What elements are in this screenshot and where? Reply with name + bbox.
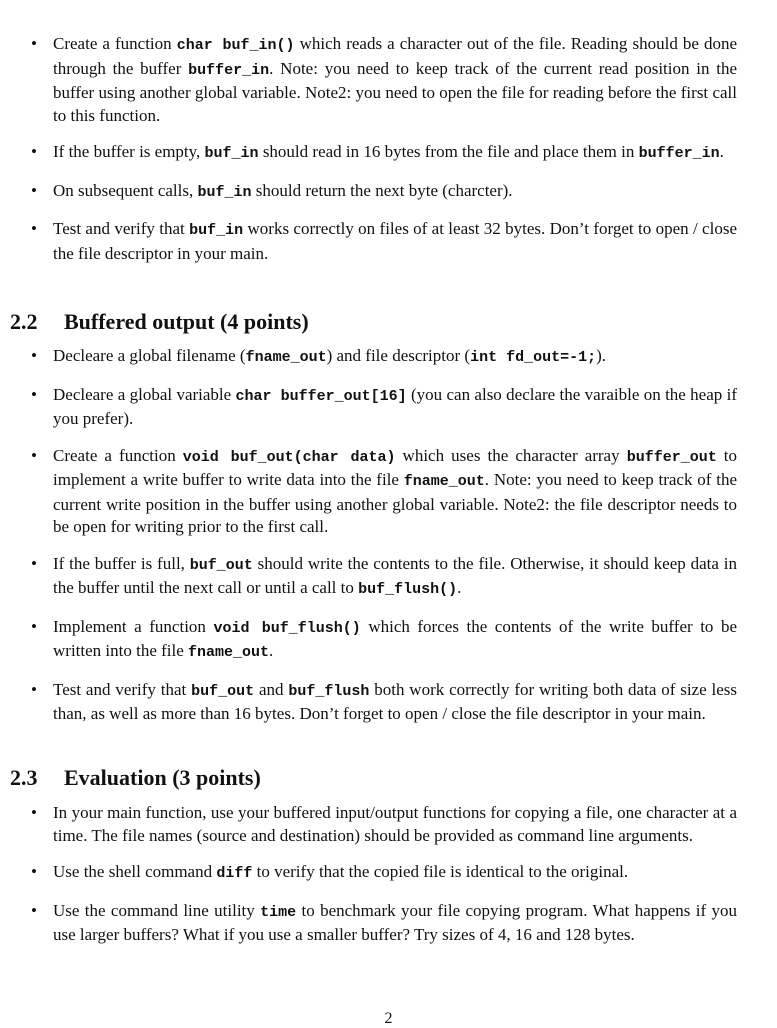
code-span: buf_out: [191, 682, 255, 700]
list-item: [0, 900, 777, 947]
code-span: int fd_out=-1;: [470, 349, 597, 366]
code-span: fname_out: [245, 349, 327, 366]
text-span: to verify that the copied file is identical to the original.: [252, 862, 629, 881]
text-span: Test and verify that: [53, 219, 190, 238]
text-span: ) and file descriptor (: [326, 346, 471, 365]
text-span: Create a function: [53, 445, 183, 465]
code-span: buf_in: [189, 222, 244, 239]
list-item: [0, 180, 777, 205]
section-number: 2.3: [10, 765, 38, 790]
text-span: Use the shell command: [53, 862, 217, 881]
list-item: [0, 141, 777, 166]
text-span: If the buffer is full,: [53, 553, 190, 573]
code-span: buf_out: [189, 556, 253, 574]
section-title: Evaluation (3 points): [64, 765, 261, 790]
text-span: to implement a write buffer to write data into the file: [53, 445, 737, 489]
code-span: buf_flush(): [358, 581, 458, 598]
section-title: Buffered output (4 points): [64, 309, 309, 334]
list-item: [0, 345, 777, 370]
code-span: buf_in: [197, 183, 252, 201]
code-span: fname_out: [188, 644, 270, 661]
buffered-input-list: [0, 33, 777, 279]
text-span: ).: [596, 346, 607, 365]
text-span: which forces the contents of the write buffer to be written into the file: [53, 616, 737, 660]
list-item: [0, 218, 777, 265]
list-item: [0, 861, 777, 886]
page-number: 2: [384, 1010, 393, 1027]
text-span: which uses the character array: [395, 445, 627, 465]
text-span: should return the next byte (charcter).: [251, 180, 513, 200]
text-span: Create a function: [53, 34, 177, 53]
text-span: In your main function, use your buffered input/output functions for copying a file, one character at a time. The file names (source and destination) should be provided as command line arguments.: [53, 803, 737, 845]
text-span: .: [269, 641, 274, 660]
text-span: If the buffer is empty,: [53, 142, 205, 161]
list-item: [0, 33, 777, 127]
code-span: buffer_out: [626, 448, 717, 466]
text-span: .: [457, 578, 462, 597]
section-heading-evaluation: [10, 765, 261, 791]
section-heading-buffered-output: [10, 309, 309, 335]
code-span: void buf_flush(): [213, 619, 361, 637]
list-item: [0, 384, 777, 431]
list-item: [0, 616, 777, 665]
code-span: buffer_in: [188, 61, 270, 79]
text-span: which reads a character out of the file. Reading should be done through the buffer: [53, 34, 738, 78]
text-span: . Note: you need to keep track of the current write position in the buffer using another global variable. Note2: the file descriptor needs to be open for writing prior to the first call.: [53, 470, 737, 536]
text-span: (you can also declare the varaible on the heap if you prefer).: [53, 384, 737, 428]
evaluation-list: [0, 802, 777, 961]
text-span: Decleare a global variable: [53, 384, 236, 404]
code-span: buffer_in: [638, 145, 720, 162]
code-span: char buffer_out[16]: [235, 387, 407, 405]
text-span: Use the command line utility: [53, 900, 261, 920]
code-span: fname_out: [403, 473, 485, 490]
code-span: diff: [216, 865, 253, 882]
text-span: . Note: you need to keep track of the current read position in the buffer using another global variable. Note2: you need to open the file for reading before the first call to this function.: [53, 58, 738, 125]
list-item: [0, 679, 777, 726]
text-span: to benchmark your file copying program. What happens if you use larger buffers? What if you use a smaller buffer? Try sizes of 4, 16 and 128 bytes.: [53, 900, 737, 944]
text-span: and: [254, 679, 289, 699]
code-span: buf_flush: [288, 682, 370, 700]
buffered-output-list: [0, 345, 777, 740]
list-item: [0, 802, 777, 847]
text-span: both work correctly for writing both data of size less than, as well as more than 16 bytes. Don’t forget to open / close the file descriptor in your main.: [53, 679, 738, 723]
list-item: [0, 445, 777, 539]
text-span: Test and verify that: [53, 679, 192, 699]
text-span: should read in 16 bytes from the file and place them in: [258, 142, 639, 161]
list-item: [0, 553, 777, 602]
text-span: Decleare a global filename (: [53, 346, 246, 365]
code-span: buf_in: [204, 145, 259, 162]
text-span: .: [719, 142, 724, 161]
code-span: time: [260, 903, 297, 921]
section-number: 2.2: [10, 309, 38, 334]
text-span: On subsequent calls,: [53, 180, 198, 200]
text-span: Implement a function: [53, 616, 214, 636]
text-span: should write the contents to the file. Otherwise, it should keep data in the buffer until the next call or until a call to: [53, 553, 737, 597]
text-span: works correctly on files of at least 32 bytes. Don’t forget to open / close the file descriptor in your main.: [53, 219, 737, 263]
code-span: void buf_out(char data): [182, 448, 396, 466]
code-span: char buf_in(): [176, 37, 295, 54]
